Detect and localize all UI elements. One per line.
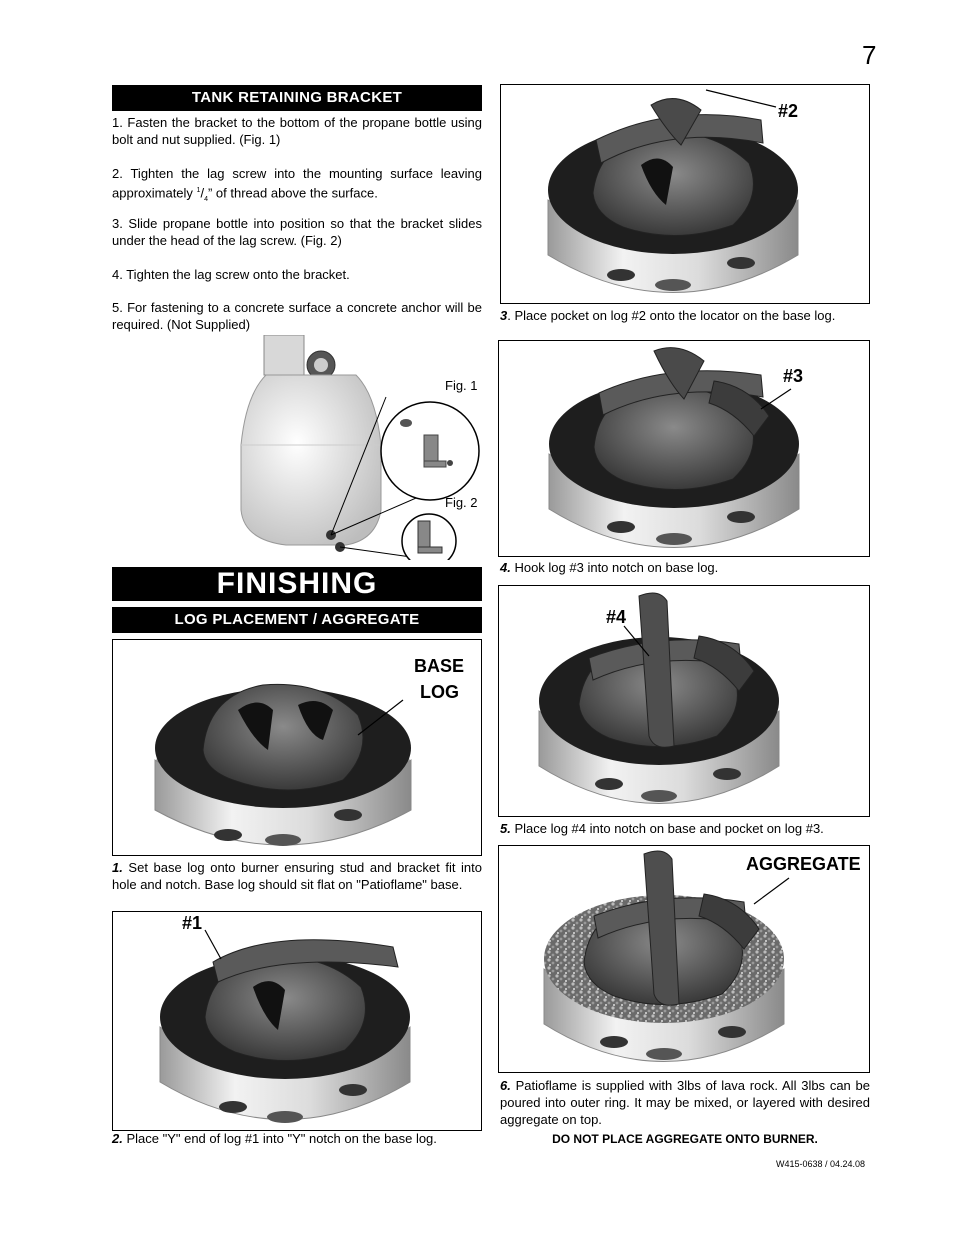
tank-step-1: 1. Fasten the bracket to the bottom of the propane bottle using bolt and nut supplied. (Fig. 1) [112,115,482,147]
caption-step-6: 6. Patioflame is supplied with 3lbs of lava rock. All 3lbs can be poured into outer ring. It may be mixed, or layered with desired aggregate on top. [500,1078,870,1127]
fig-1-label: Fig. 1 [445,378,478,393]
caption-step-3: 3. Place pocket on log #2 onto the locator on the base log. [500,308,836,323]
caption-step-5: 5. Place log #4 into notch on base and pocket on log #3. [500,821,824,836]
log-2-label: #2 [778,101,799,121]
caption-step-1: 1. Set base log onto burner ensuring stud and bracket fit into hole and notch. Base log should sit flat on "Patioflame" base. [112,860,482,892]
aggregate-label: AGGREGATE [746,854,861,874]
tank-step-5: 5. For fastening to a concrete surface a concrete anchor will be required. (Not Supplied) [112,300,482,332]
base-label: BASE [414,656,465,676]
finishing-heading: FINISHING [112,567,482,601]
fig-2-label: Fig. 2 [445,495,478,510]
propane-tank-illustration [236,335,486,560]
photo-log-1 [112,911,482,1131]
log-1-label: #1 [182,913,203,933]
aggregate-warning: DO NOT PLACE AGGREGATE ONTO BURNER. [552,1132,818,1146]
page-number: 7 [862,40,877,70]
caption-step-4: 4. Hook log #3 into notch on base log. [500,560,719,575]
tank-step-4: 4. Tighten the lag screw onto the bracket. [112,267,350,282]
photo-aggregate [498,845,870,1073]
photo-log-2 [500,84,870,304]
tank-retaining-bracket-heading: TANK RETAINING BRACKET [112,85,482,111]
log-label: LOG [420,682,459,702]
photo-log-4 [498,585,870,817]
log-placement-heading: LOG PLACEMENT / AGGREGATE [112,607,482,633]
tank-step-3: 3. Slide propane bottle into position so that the bracket slides under the head of the lag screw. (Fig. 2) [112,216,482,248]
photo-log-3 [498,340,870,557]
document-code: W415-0638 / 04.24.08 [776,1159,866,1169]
caption-step-2: 2. Place "Y" end of log #1 into "Y" notch on the base log. [112,1131,437,1146]
log-4-label: #4 [606,607,627,627]
log-3-label: #3 [783,366,804,386]
tank-step-2: 2. Tighten the lag screw into the mounting surface leaving approximately $^1/_4$” of thread above the surface. [112,166,482,203]
